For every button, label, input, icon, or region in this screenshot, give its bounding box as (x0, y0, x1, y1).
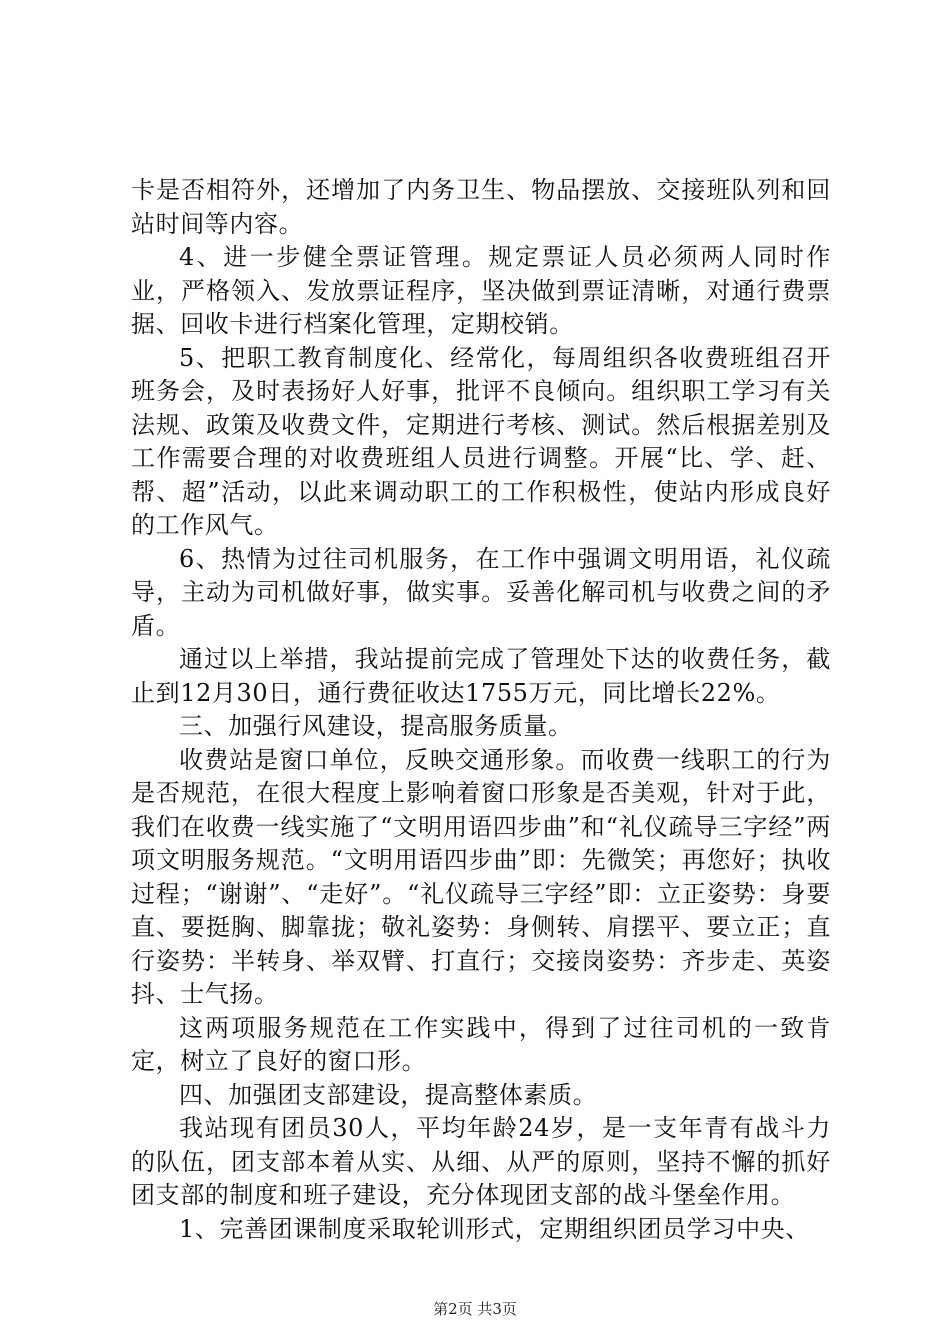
section-heading-league-branch: 四、加强团支部建设，提高整体素质。 (179, 1080, 598, 1109)
paragraph-continued: 卡是否相符外，还增加了内务卫生、物品摆放、交接班队列和回站时间等内容。 (131, 176, 831, 238)
section-heading-service-quality: 三、加强行风建设，提高服务质量。 (179, 712, 573, 740)
paragraph-ticket-management: 4、进一步健全票证管理。规定票证人员必须两人同时作业，严格领入、发放票证程序，坚决做到票证清晰，对通行费票据、回收卡进行档案化管理，定期校销。 (131, 243, 831, 338)
document-body (131, 174, 831, 1246)
paragraph-staff-education: 5、把职工教育制度化、经常化，每周组织各收费班组召开班务会，及时表扬好人好事，批评不良倾向。组织职工学习有关法规、政策及收费文件，定期进行考核、测试。然后根据差别及工作需要合理的对收费班组人员进行调整。开展“比、学、赶、帮、超”活动，以此来调动职工的工作积极性，使站内形成良好的工作风气。 (131, 343, 831, 539)
paragraph-results: 通过以上举措，我站提前完成了管理处下达的收费任务，截止到12月30日，通行费征收达1755万元，同比增长22%。 (131, 645, 831, 707)
page-number-footer: 第2页 共3页 (433, 1300, 517, 1318)
paragraph-league-class: 1、完善团课制度采取轮训形式，定期组织团员学习中央、 (179, 1214, 810, 1243)
paragraph-window-unit: 收费站是窗口单位，反映交通形象。而收费一线职工的行为是否规范，在很大程度上影响着窗口形象是否美观，针对于此，我们在收费一线实施了“文明用语四步曲”和“礼仪疏导三字经”两项文明服务规范。“文明用语四步曲”即：先微笑；再您好；执收过程；“谢谢”、“走好”。“礼仪疏导三字经”即：立正姿势：身要直、要挺胸、脚靠拢；敬礼姿势：身侧转、肩摆平、要立正；直行姿势：半转身、举双臂、打直行；交接岗姿势：齐步走、英姿抖、士气扬。 (131, 745, 831, 1008)
paragraph-service-norms: 这两项服务规范在工作实践中，得到了过往司机的一致肯定，树立了良好的窗口形。 (131, 1013, 831, 1075)
paragraph-driver-service: 6、热情为过往司机服务，在工作中强调文明用语，礼仪疏导，主动为司机做好事，做实事。妥善化解司机与收费之间的矛盾。 (131, 544, 831, 640)
paragraph-league-members: 我站现有团员30人，平均年龄24岁，是一支年青有战斗力的队伍，团支部本着从实、从细、从严的原则，坚持不懈的抓好团支部的制度和班子建设，充分体现团支部的战斗堡垒作用。 (131, 1114, 831, 1209)
